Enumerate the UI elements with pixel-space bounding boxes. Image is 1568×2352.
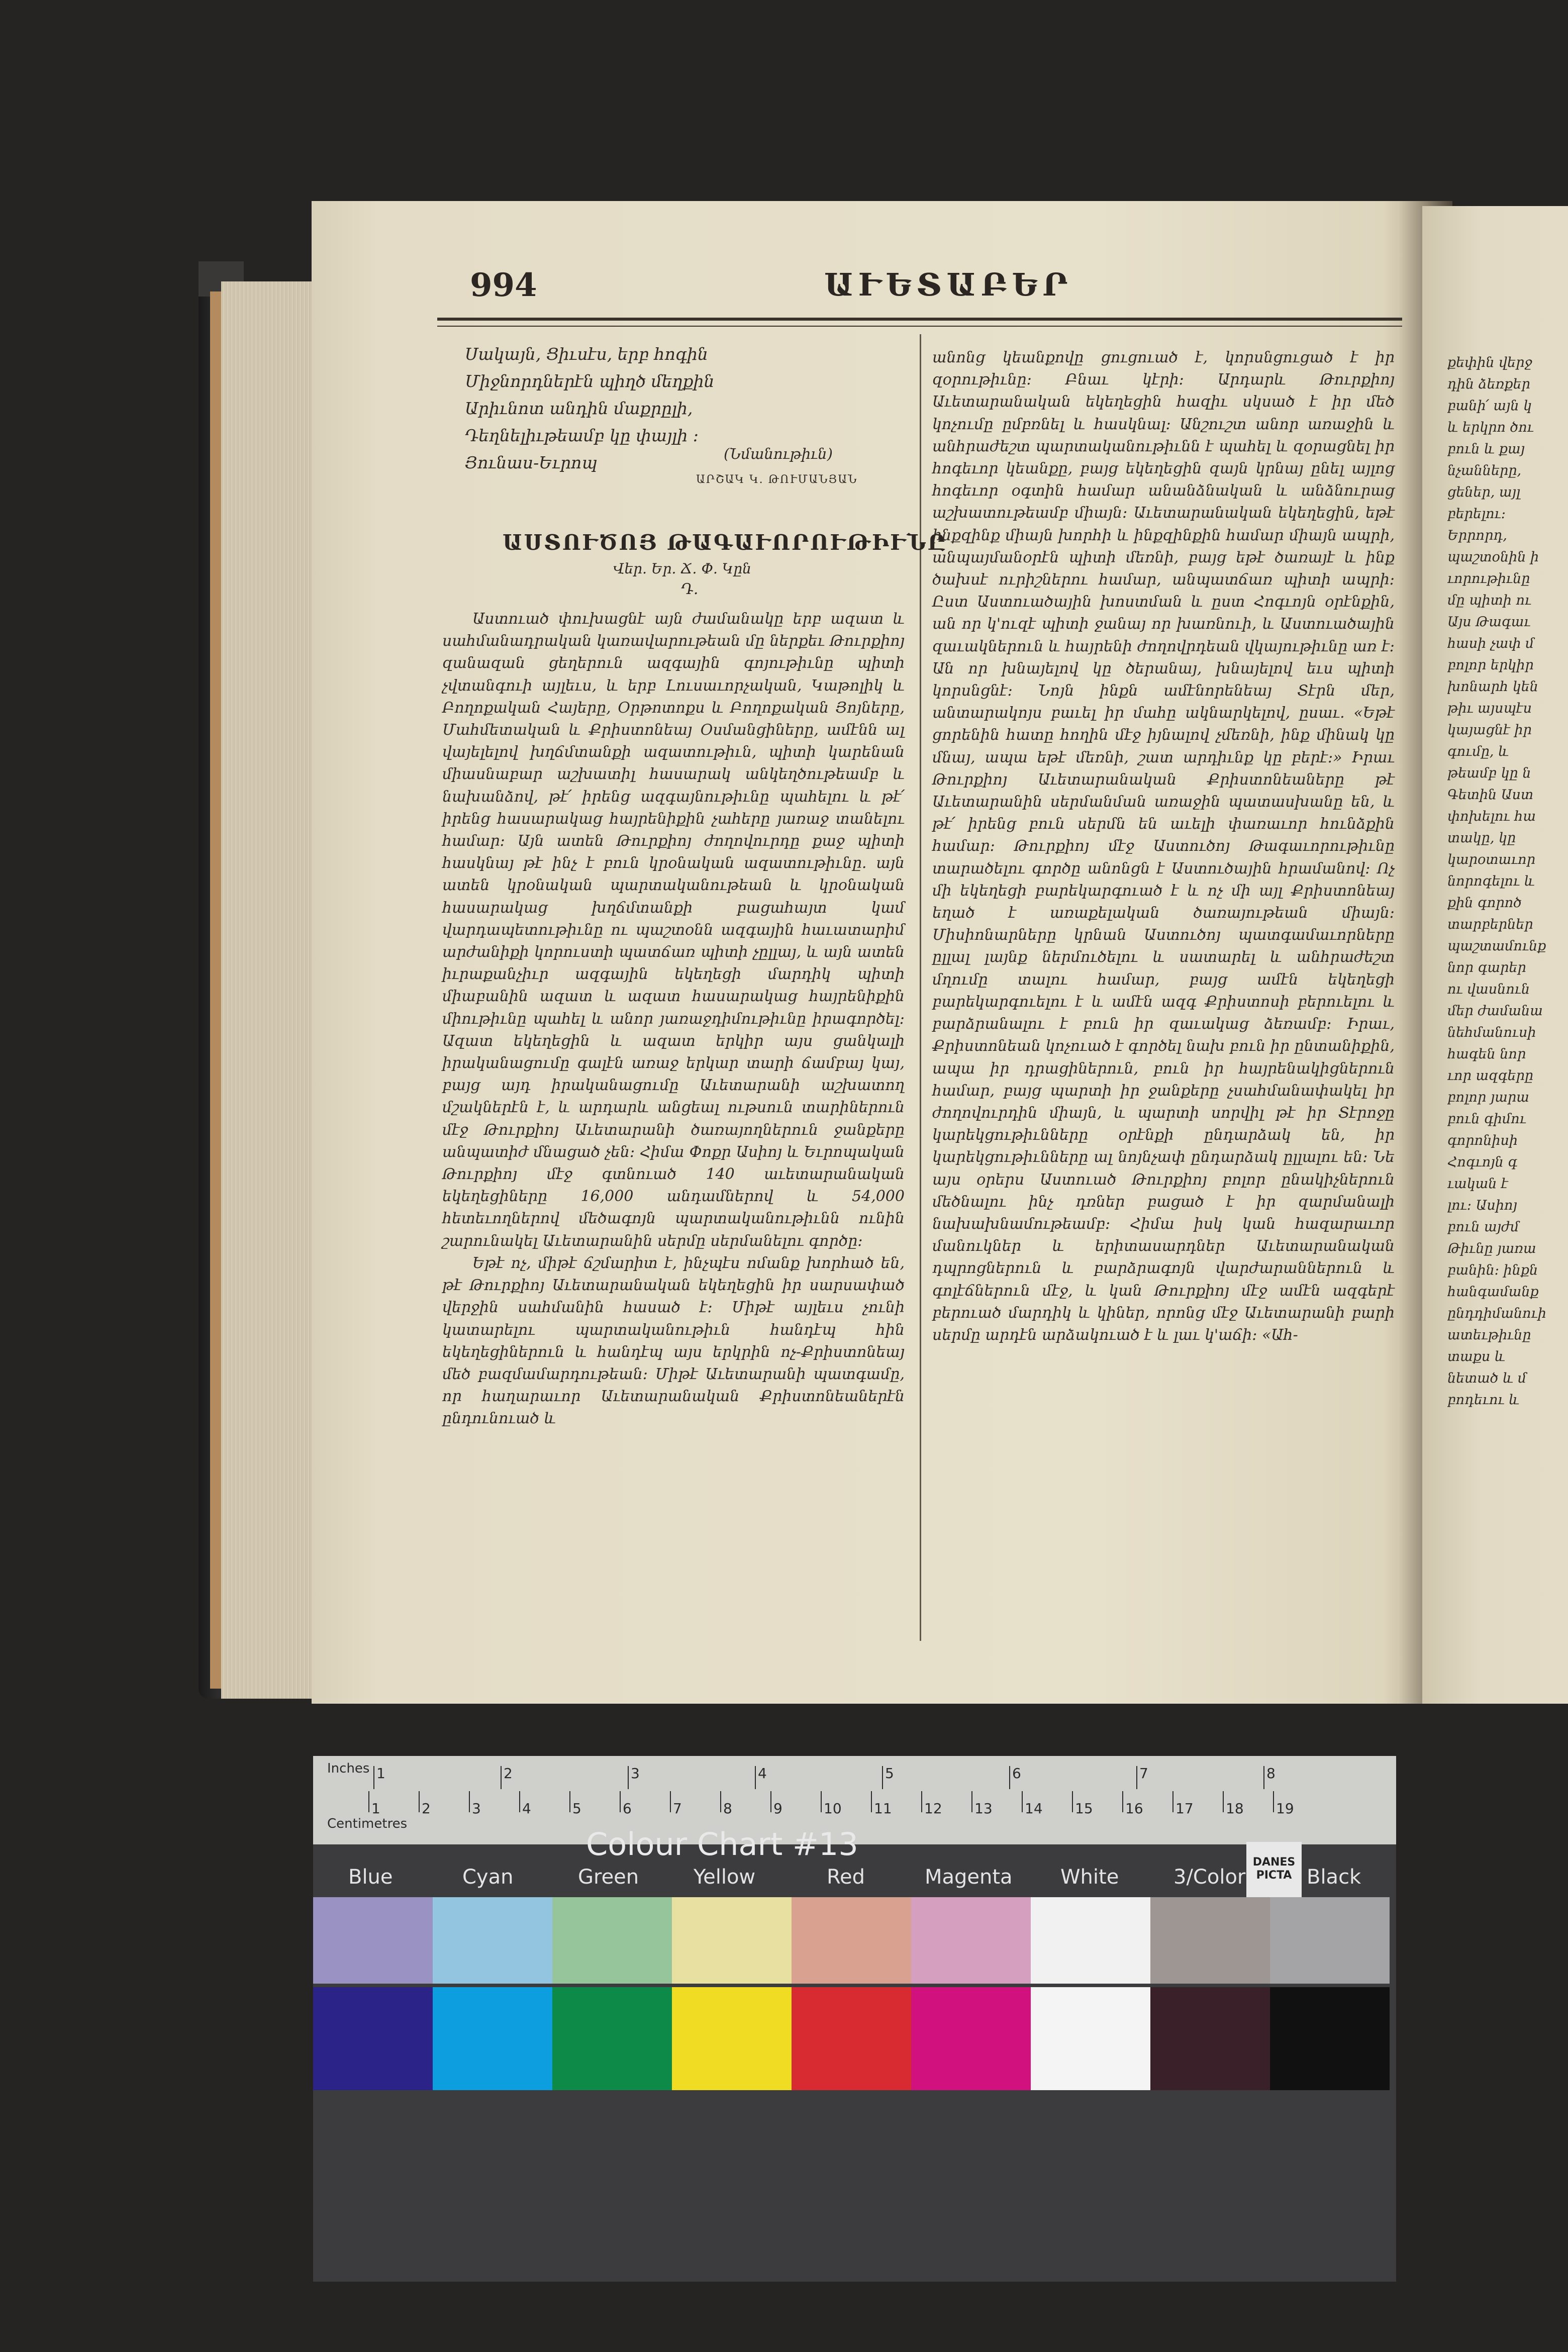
facing-page-column [1447,352,1563,1411]
paragraph: Աստուած փուխացնէ այն ժամանակը երբ ազատ և սահմանադրական կառավարութեան մը ներքեւ Թուրքիոյ զանազան ցեղերուն ազգային գոյութիւնը պիտի չվտանգուի այլեւս, և երբ Լուսաւորչական, Կաթոլիկ և Բողոքական Հայերը, Օրթոտոքս և Բողոքական Յոյները, Մահմետական և Քրիստոնեայ Օսմանցիները, ամէնն ալ վայելելով խղճմտանքի ազատութիւն, պիտի կարենան միասնաբար աշխատիլ հասարակ անկեղծութեամբ և նախանձով, թէ՛ իրենց ազգայնութիւնը պահելու և թէ՛ իրենց հասարակաց հայրենիքին չահերը յառաջ տանելու համար։ Այն ատեն Թուրքիոյ ժողովուրդը քաջ պիտի հասկնայ թէ ինչ է բուն կրօնական ազատութիւնը. այն ատեն կրօնական պարտականութեան և կրօնական հասարակաց խղճմտանքի բացահայտ կամ վարդապետութիւնը ու պաշտօնն ազգային հաւատարիմ արժանիքի կորուստի պատճառ պիտի չըլլայ, և այն ատեն իւրաքանչիւր ազգային եկեղեցի մարդիկ պիտի միաբանին ազատ և ազատ հասարակաց հայրենիքին միութիւնը պահել և անոր յառաջդիմութիւնը իրագործել։ Ազատ եկեղեցին և ազատ երկիր այս ցանկալի իրականացումը գալէն առաջ երկար տարի ճամբայ կայ, բայց այդ իրականացումը Աւետարանի աշխատող մշակներէն է, և արդարև անցեալ ութսուն տարիներուն մէջ Թուրքիոյ Աւետարանի ծառայողներուն ջանքերը անպատիժ մնացած չեն։ Հիմա Փոքր Ասիոյ և Եւրոպական Թուրքիոյ մէջ գտնուած 140 աւետարանական եկեղեցիները 16,000 անդամներով և 54,000 հետեւողներով մեծագոյն պարտականութիւնն ունին շարունակել Աւետարանին սերմը սերմանելու գործը։ [442,610,905,1250]
left-column [442,608,905,1430]
paragraph: անոնց կեանքովը ցուցուած է, կորսնցուցած է իր զօրութիւնը։ Բնաւ կէրի։ Արդարև Թուրքիոյ Աւետարանական եկեղեցին հազիւ սկսած է իր մեծ կոչումը ըմբռնել և հասկնալ։ Անշուշտ անոր առաջին և անհրաժեշտ պարտականութիւնն է պահել և զօրացնել իր հոգեւոր կեանքը, բայց եկեղեցին զայն կրնայ ընել այլոց հոգեւոր օգտին համար անանձնական և անձնուրաց աշխատութեամբ միայն։ Աւետարանական եկեղեցին, եթէ ինքզինք միայն խորհի և ինքզինքին համար միայն ապրի, անպայմանօրէն պիտի մեռնի, բայց եթէ ծառայէ և ինք ծախսէ ուրիշներու համար, անպատճառ պիտի ապրի։ Ըստ Աստուածային խոստման և ըստ Հոգւոյն օրէնքին, ան որ կ'ուզէ պիտի ջանայ որ խառնուի, և Աստուածային զաւակներուն և հայրենի ժողովրդեան վկայութիւնը առ է։ Ան որ խնայելով կը ծերանայ, խնայելով եւս պիտի կորսնցնէ։ Նոյն ինքն ամէնորենեայ Տէրն մեր, անտարակոյս բաւել իր մահը ակնարկելով, ըսաւ. «Եթէ ցորենին հատը հողին մէջ իյնալով չմեռնի, ինք մինակ կը մնայ, ապա եթէ մեռնի, շատ արդիւնք կը բերէ։» Իրաւ Թուրքիոյ Աւետարանական Քրիստոնեաները թէ Աւետարանին սերմանման առաջին պատասխանը են, և թէ՛ իրենց բուն սերմն են աւելի փառաւոր հունձքին համար։ Թուրքիոյ մէջ Աստուծոյ Թագաւորութիւնը տարածելու գործը անոնցն է Աստուծային հրամանով։ Ոչ մի եկեղեցի բարեկարգուած է և ոչ մի այլ Քրիստոնեայ եղած է առաքելական ծառայութեան միայն։ Միսիոնարները կրնան Աստուծոյ պատգամաւորները ըլլալ լայնք ներմուծելու և սատարել և անհրաժեշտ մղումը տալու համար, բայց ամէն եկեղեցի բարեկարգուելու է և ամէն ազգ Քրիստոսի բերուելու և բարձրանալու է բուն իր զաւակաց ձեռամբ։ Իրաւ, Քրիստոնեան կոչուած է գործել նախ բուն իր ընտանիքին, ապա իր դրացիներուն, բուն իր հայրենակիցներուն համար, բայց պարտի իր ջանքերը չսահմանափակել իր ժողովուրդին միայն, և պարտի սորվիլ թէ իր Տէրոջը կարեկցութիւնները օրէնքի ընդարձակ են, իր կարեկցութիւնները ալ նոյնչափ ընդարձակ ըլլալու են։ Նե այս օրերս Աստուած Թուրքիոյ բոլոր ընակիչներուն մեծնալու ինչ դռներ բացած է իր զարմանալի նախախնամութեամբ։ Հիմա իսկ կան հազարաւոր մանուկներ և երիտասարդներ Աւետարանական դպրոցներուն և բարձրագոյն վարժարաններուն և գոլէճներուն մէջ, և կան Թուրքիոյ մէջ ամէն ազգերէ բերուած մարդիկ և կիներ, որոնց մէջ Աւետարանի բարի սերմը արդէն արձակուած է և լաւ կ'աճի։ «Ահ- [932,349,1395,1344]
cm-number: 7 [673,1800,682,1817]
side-line: դին ձեռքեր [1447,376,1530,392]
side-line: պաշտօնին ի [1447,549,1539,565]
light-swatch [552,1897,672,1984]
inch-number: 5 [885,1765,894,1782]
dark-swatch [1270,1987,1390,2090]
side-line: թիւ այսպէս [1447,701,1532,716]
poem-line: Միջնորդներէն պիղծ մեղքին [465,371,715,391]
side-line: բոդեւու և [1447,1392,1520,1408]
side-line: տաքս և [1447,1349,1506,1364]
centimetres-label: Centimetres [327,1816,408,1831]
cm-tick [1223,1791,1224,1812]
article-byline: Վեր. Եր. Ճ. Փ. Կըն [613,560,751,577]
side-line: ցեներ, այլ [1447,484,1521,500]
side-line: մեր ժամանա [1447,1003,1543,1019]
cm-tick [871,1791,872,1812]
dark-swatch [911,1987,1031,2090]
swatch-label: White [1060,1866,1119,1889]
swatch-label: Red [827,1866,865,1889]
cm-tick [620,1791,621,1812]
side-line: գորոնիսի [1447,1133,1518,1148]
light-swatch [433,1897,552,1984]
cm-tick [1022,1791,1023,1812]
cm-tick [1273,1791,1274,1812]
cm-number: 12 [924,1800,942,1817]
cm-tick [1122,1791,1123,1812]
poem-line: Սակայն, Ցիւսէս, երբ հոգին [465,344,708,364]
side-line: կայացնէ իր [1447,722,1532,738]
cm-number: 2 [422,1800,431,1817]
side-line: բանին։ ինքն [1447,1262,1538,1278]
side-line: Գետին Աստ [1447,787,1534,803]
inch-tick [373,1766,374,1789]
dark-swatch [1150,1987,1270,2090]
inch-tick [501,1766,502,1789]
cm-tick [1072,1791,1073,1812]
cm-tick [1172,1791,1173,1812]
cm-tick [971,1791,972,1812]
middle-column [932,347,1395,1346]
page-number: 994 [470,266,537,304]
side-line: Այս Թագաւ [1447,614,1531,630]
header-rule-thin [437,326,1402,327]
side-line: ու վասնուն [1447,982,1530,997]
cm-number: 17 [1175,1800,1194,1817]
cm-number: 19 [1276,1800,1294,1817]
side-line: բանի՛ այն կ [1447,398,1532,414]
poem-line: Յունաս-Եւրոպ [465,453,598,472]
cm-tick [921,1791,922,1812]
side-line: բուն այժմ [1447,1219,1519,1235]
side-line: ւական է [1447,1176,1508,1192]
side-line: Հոգւոյն գ [1447,1154,1518,1170]
side-line: պաշտամունք [1447,938,1546,954]
cm-number: 13 [974,1800,993,1817]
inch-number: 4 [758,1765,767,1782]
header-rule [437,318,1402,321]
paragraph: Եթէ ոչ, միթէ ճշմարիտ է, ինչպէս ոմանք խորհած են, թէ Թուրքիոյ Աւետարանական եկեղեցին իր սարսափած վերջին սահմանին հասած է։ Միթէ այլեւս չունի կատարելու պարտականութիւն հանդէպ հին եկեղեցիներուն և հանդէպ այս երկրին ոչ-Քրիստոնեայ մեծ բազմամարդութեան։ Միթէ Աւետարանի պատգամը, որ հաղարաւոր Աւետարանական Քրիստոնեաներէն ընդունուած և [442,1254,905,1428]
side-line: և երկրո ծու [1447,420,1534,435]
light-swatch [1150,1897,1270,1984]
cm-number: 1 [371,1800,380,1817]
inch-number: 2 [504,1765,513,1782]
light-swatch [1270,1897,1390,1984]
cm-tick [821,1791,822,1812]
inch-tick [628,1766,629,1789]
inch-number: 6 [1012,1765,1021,1782]
side-line: ատեւթիւնը [1447,1327,1531,1343]
cm-tick [770,1791,771,1812]
swatch-label: 3/Color [1173,1866,1246,1889]
light-swatch [313,1897,433,1984]
side-line: Թիւնը յառա [1447,1241,1536,1256]
cm-number: 5 [572,1800,581,1817]
inch-tick [755,1766,756,1789]
swatch-label: Blue [348,1866,393,1889]
running-head: ԱՒԵՏԱԲԵՐ [824,266,1073,303]
inch-number: 3 [631,1765,640,1782]
inch-number: 7 [1139,1765,1148,1782]
side-line: Երրորդ, [1447,528,1507,543]
cm-tick [419,1791,420,1812]
side-line: գումը, և [1447,744,1509,759]
side-line: նորոգելու և [1447,873,1535,889]
side-line: հագեն նոր [1447,1046,1526,1062]
article-title: ԱՍՏՈՒԾՈՅ ԹԱԳԱՒՈՐՈՒԹԻՒՆԸ [503,530,947,555]
page-stack [221,281,322,1699]
side-line: խոնարհ կեն [1447,679,1538,695]
cm-tick [720,1791,721,1812]
side-line: տարբերներ [1447,917,1533,932]
side-line: ընդդիմանուի [1447,1306,1546,1321]
side-line: բուն և քայ [1447,441,1525,457]
swatch-label: Yellow [694,1866,756,1889]
chart-title: Colour Chart #13 [586,1826,858,1863]
dark-swatch [792,1987,911,2090]
cm-number: 18 [1226,1800,1244,1817]
dark-swatch [433,1987,552,2090]
logo-line: DANES [1252,1856,1296,1869]
cm-tick [469,1791,470,1812]
swatch-label: Green [578,1866,639,1889]
logo-line: PICTA [1256,1869,1292,1882]
light-swatch [792,1897,911,1984]
side-line: բերելու։ [1447,506,1506,522]
side-line: բուն գիմու [1447,1111,1526,1127]
poem [465,341,907,486]
inch-tick [1263,1766,1264,1789]
dark-swatch [672,1987,792,2090]
side-line: կարօտաւոր [1447,852,1536,867]
inches-label: Inches [327,1761,370,1776]
cm-tick [368,1791,369,1812]
cm-number: 15 [1075,1800,1093,1817]
light-swatch [1031,1897,1150,1984]
dark-swatch [1031,1987,1150,2090]
poem-line: Դեղնելիւթեամբ կը փայլի ։ [465,426,699,445]
cm-number: 16 [1125,1800,1143,1817]
side-line: հանգամանք [1447,1284,1539,1300]
side-line: նոր գարեր [1447,960,1526,975]
cm-number: 10 [824,1800,842,1817]
side-line: լու։ Ասիոյ [1447,1198,1517,1213]
light-swatch [672,1897,792,1984]
poem-author: ԱՐՇԱԿ Կ. ԹՈՒՄԱՆՅԱՆ [696,473,858,486]
cm-tick [519,1791,520,1812]
cm-tick [569,1791,570,1812]
side-line: թեամբ կը ն [1447,765,1531,781]
cm-number: 8 [723,1800,732,1817]
cm-number: 6 [623,1800,632,1817]
side-line: տակը, կը [1447,830,1516,846]
side-line: բոլոր յարա [1447,1090,1529,1105]
poem-line: Արիւնոտ անդին մաքրըլի, [465,399,693,418]
dark-swatch [552,1987,672,2090]
dark-swatch [313,1987,433,2090]
side-line: նչանները, [1447,463,1522,478]
side-line: փոխելու հա [1447,809,1536,824]
swatch-label: Black [1307,1866,1361,1889]
article-part: Դ. [681,580,699,598]
side-line: ւորութիւնը [1447,571,1530,586]
inch-number: 1 [376,1765,385,1782]
inch-tick [1009,1766,1010,1789]
swatch-label: Magenta [925,1866,1013,1889]
inch-tick [1136,1766,1137,1789]
side-line: նետած և մ [1447,1370,1527,1386]
poem-reference: (Նմանութիւն) [724,445,833,462]
cm-number: 11 [874,1800,892,1817]
side-line: մը պիտի ու [1447,593,1532,608]
cm-number: 14 [1025,1800,1043,1817]
light-swatch [911,1897,1031,1984]
swatch-label: Cyan [462,1866,514,1889]
side-line: քին գորոծ [1447,895,1522,911]
side-line: քեփին վերջ [1447,355,1532,370]
side-line: նեհմանուսի [1447,1025,1536,1040]
side-line: ւոր ազգերը [1447,1068,1534,1084]
cm-number: 9 [773,1800,782,1817]
cm-number: 3 [472,1800,481,1817]
inch-number: 8 [1266,1765,1276,1782]
side-line: հասի չափ մ [1447,636,1534,651]
inch-tick [882,1766,883,1789]
side-line: բոլոր երկիր [1447,657,1534,673]
cm-tick [670,1791,671,1812]
cm-number: 4 [522,1800,531,1817]
